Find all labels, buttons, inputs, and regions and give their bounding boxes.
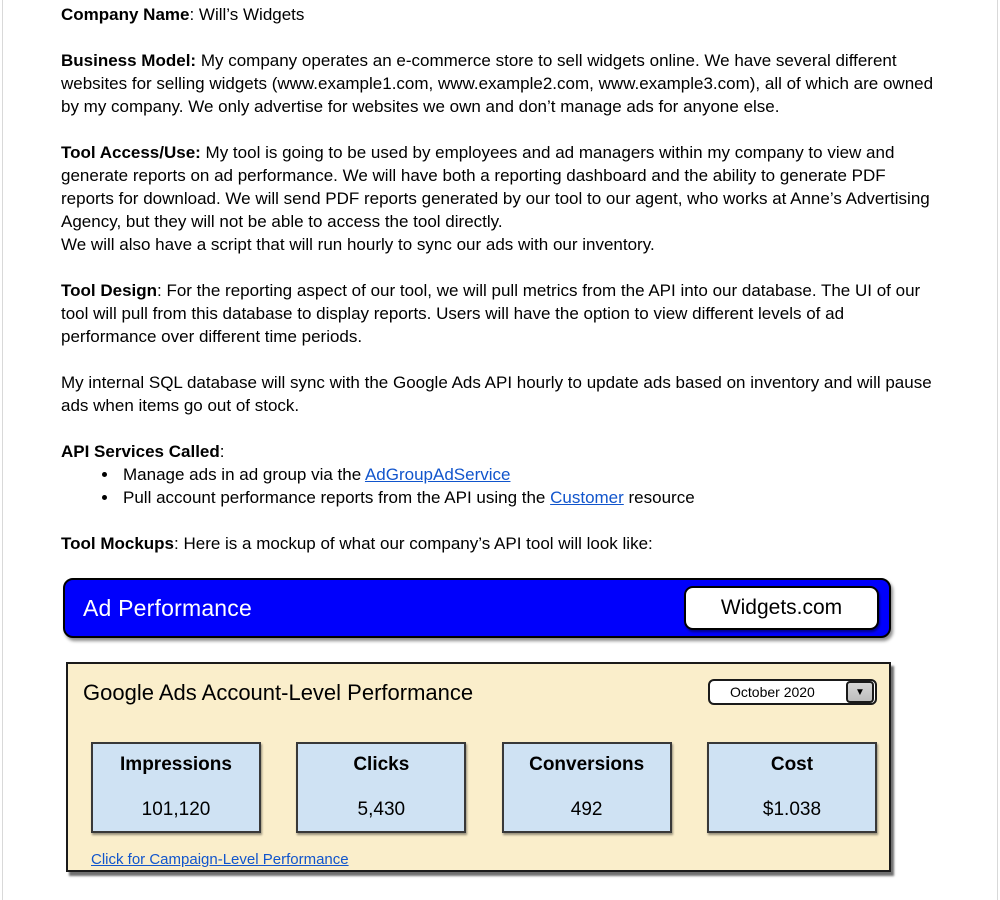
- metric-value: $1.038: [762, 799, 822, 820]
- metric-label: Clicks: [353, 754, 410, 775]
- customer-link[interactable]: Customer: [550, 488, 624, 507]
- date-range-value: October 2020: [730, 683, 815, 700]
- tool-design-label: Tool Design: [61, 281, 158, 300]
- conversions-card: [502, 742, 672, 833]
- sql-note-paragraph: My internal SQL database will sync with the Google Ads API hourly to update ads based on inventory and will pause ads when items go out of stock.: [61, 373, 932, 415]
- metric-label: Cost: [770, 754, 814, 775]
- metric-label: Conversions: [529, 754, 645, 775]
- api-services-list: [61, 463, 943, 509]
- api-services-colon: :: [219, 442, 225, 461]
- metric-value: 5,430: [357, 799, 406, 820]
- document-body: [61, 0, 943, 872]
- bullet-text: Pull account performance reports from the API using the: [123, 488, 551, 507]
- bullet-text-post: resource: [623, 488, 695, 507]
- chevron-down-icon: ▼: [855, 686, 865, 698]
- tool-access-label: Tool Access/Use:: [61, 143, 201, 162]
- list-item: [119, 463, 943, 486]
- company-name-value: : Will’s Widgets: [189, 5, 305, 24]
- mockup-header-bar: [63, 578, 891, 638]
- tool-mockups-label: Tool Mockups: [61, 534, 175, 553]
- business-model-text: My company operates an e-commerce store to sell widgets online. We have several different websites for selling widgets (www.example1.com, www.example2.com, www.example3.com), all of which are owned by my company. We only advertise for websites we own and don’t manage ads for anyone else.: [61, 51, 934, 116]
- tool-access-paragraph: [61, 141, 943, 256]
- mockup-app-title: Ad Performance: [83, 594, 252, 621]
- impressions-card: [91, 742, 261, 833]
- dropdown-button[interactable]: [846, 681, 874, 703]
- performance-panel: [66, 662, 891, 872]
- widgets-site-button[interactable]: Widgets.com: [684, 586, 879, 630]
- adgroupadservice-link[interactable]: AdGroupAdService: [364, 465, 511, 484]
- company-name-label: Company Name: [61, 5, 190, 24]
- campaign-level-link[interactable]: Click for Campaign-Level Performance: [91, 851, 349, 868]
- company-name-line: [61, 3, 943, 26]
- cost-card: [707, 742, 877, 833]
- business-model-label: Business Model:: [61, 51, 197, 70]
- bullet-text: Manage ads in ad group via the: [123, 465, 365, 484]
- panel-header: [68, 664, 889, 705]
- business-model-paragraph: [61, 49, 943, 118]
- date-range-dropdown[interactable]: [708, 679, 877, 705]
- tool-design-paragraph: [61, 279, 943, 348]
- tool-access-text: My tool is going to be used by employees and ad managers within my company to view and generate reports on ad performance. We will have both a reporting dashboard and the ability to generate PDF reports for download. We will send PDF reports generated by our tool to our agent, who works at Anne’s Advertising Agency, but they will not be able to access the tool directly.: [61, 143, 930, 231]
- api-services-label: API Services Called: [61, 442, 220, 461]
- metrics-row: [68, 742, 889, 833]
- panel-title: Google Ads Account-Level Performance: [83, 679, 474, 705]
- metric-value: 492: [570, 799, 603, 820]
- metric-value: 101,120: [141, 799, 211, 820]
- list-item: [119, 486, 943, 509]
- document-page: [2, 0, 998, 900]
- panel-link-row: [68, 833, 889, 871]
- tool-access-text2: We will also have a script that will run hourly to sync our ads with our inventory.: [61, 235, 655, 254]
- metric-label: Impressions: [120, 754, 232, 775]
- tool-mockups-text: : Here is a mockup of what our company’s API tool will look like:: [174, 534, 653, 553]
- tool-design-text: : For the reporting aspect of our tool, we will pull metrics from the API into our database. The UI of our tool will pull from this database to display reports. Users will have the option to view different levels of ad performance over different time periods.: [61, 281, 921, 346]
- tool-mockups-paragraph: [61, 532, 943, 555]
- clicks-card: [296, 742, 466, 833]
- api-services-heading: [61, 440, 943, 463]
